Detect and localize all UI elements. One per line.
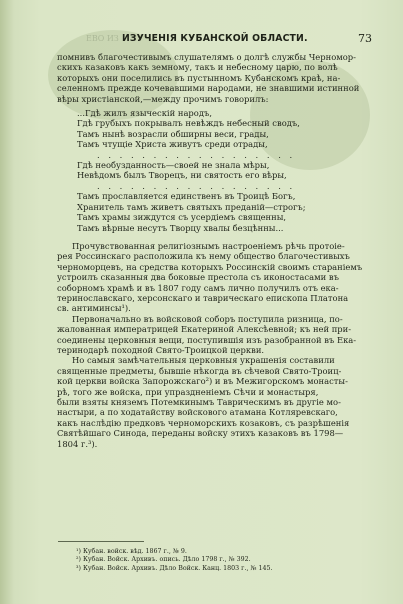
text-line: которыхъ они поселились въ пустынномъ Кубанскомъ краѣ, на-: [57, 72, 341, 83]
verse-line: Гдѣ грубыхъ покрывалъ невѣждъ небесный сводъ,: [77, 118, 300, 129]
footnote: ³) Кубан. Войск. Архивъ. Дѣло Войск. Канц. 1803 г., № 145.: [76, 564, 273, 572]
verse-line: Тамъ вѣрные несутъ Творцу хвалы безцѣнны...: [77, 222, 284, 233]
text-line: были взяты княземъ Потемкинымъ Таврическимъ въ другіе мо-: [57, 397, 341, 407]
text-line: рея Россинскаго расположила къ нему общество благочестивыхъ: [57, 251, 350, 262]
paragraph: [57, 314, 367, 356]
verse-line: Тамъ прославляется единственъ въ Троицѣ Богъ,: [77, 191, 296, 202]
text-line: священные предметы, бывшіе нѣкогда въ сѣчевой Свято-Троиц-: [57, 365, 342, 376]
verse-line: Гдѣ необузданность—своей не знала мѣры,: [77, 160, 270, 171]
main-text: [57, 52, 367, 449]
footnote-divider: [58, 541, 144, 542]
verse-line: Тамъ чтущіе Христа живутъ среди отрады,: [77, 139, 268, 150]
ellipsis-line: . . . . . . . . . . . . . . . . . .: [97, 149, 296, 160]
text-line: какъ наслѣдію предковъ черноморскихъ козаковъ, съ разрѣшенія: [57, 417, 350, 428]
footnotes: [76, 548, 366, 573]
footnote: ²) Кубан. Войск. Архивъ. опись. Дѣло 1798 г., № 392.: [76, 556, 251, 564]
verse-line: Невѣдомъ былъ Творецъ, ни святость его вѣры,: [77, 170, 287, 181]
text-line: Первоначально въ войсковой соборъ поступила ризница, по-: [72, 313, 343, 324]
text-line: кой церкви войска Запорожскаго²) и въ Межигорскомъ монасты-: [57, 376, 348, 387]
text-line: теринодарѣ походной Свято-Троицкой церкви.: [57, 344, 265, 355]
paragraph: [57, 241, 367, 314]
text-line: Но самыя замѣчательныя церковныя украшенія составили: [72, 355, 335, 366]
verse-line: Хранитель тамъ живетъ святыхъ преданій—строгъ;: [77, 201, 306, 212]
text-line: 1804 г.³).: [57, 438, 98, 449]
paragraph: [57, 355, 367, 449]
text-line: Святѣйшаго Синода, переданы войску этихъ казаковъ въ 1798—: [57, 428, 344, 439]
text-line: настыри, а по ходатайству войскового атамана Котляревскаго,: [57, 407, 338, 418]
text-line: Прочувствованная религіознымъ настроеніемъ рѣчь протоіе-: [72, 240, 345, 251]
footnote: ¹) Кубан. войск. вѣд. 1867 г., № 9.: [76, 548, 187, 555]
text-line: теринославскаго, херсонскаго и таврическаго епископа Платона: [57, 292, 349, 303]
page-number: 73: [358, 32, 372, 45]
verse-line: Тамъ нынѣ возрасли обширны веси, грады,: [77, 128, 269, 139]
text-line: селенномъ прежде кочевавшими народами, не знавшими истинной: [57, 83, 360, 94]
text-line: устроилъ сказанныя два боковые престола съ иконостасами въ: [57, 272, 339, 283]
text-line: соборномъ храмѣ и въ 1807 году самъ лично получилъ отъ ека-: [57, 282, 339, 293]
text-line: соединены церковныя вещи, поступившія изъ разобранной въ Ека-: [57, 334, 357, 345]
paragraph: [57, 52, 367, 104]
verse-line: Тамъ храмы зиждутся съ усердіемъ священны,: [77, 212, 287, 223]
verse-block: [57, 108, 367, 233]
text-line: черноморцевъ, на средства которыхъ Россинскій своимъ стараніемъ: [57, 261, 363, 272]
text-line: скихъ казаковъ какъ земному, такъ и небесному царю, по волѣ: [57, 62, 338, 73]
text-line: рѣ, того же войска, при упраздненіемъ Сѣчи и монастыря,: [57, 386, 319, 397]
running-title: ИЗУЧЕНІЯ КУБАНСКОЙ ОБЛАСТИ.: [122, 33, 308, 44]
text-line: помнивъ благочестивымъ слушателямъ о долгѣ службы Черномор-: [57, 52, 356, 62]
ellipsis-line: . . . . . . . . . . . . . . . . . .: [97, 180, 296, 191]
ghost-text: ЕВО ИЗ: [86, 34, 119, 43]
text-line: жалованная императрицей Екатериной Алексѣевной; къ ней при-: [57, 324, 352, 335]
verse-line: ...Гдѣ жилъ языческій народъ,: [77, 108, 212, 119]
text-line: вѣры христіанской,—между прочимъ говорилъ:: [57, 93, 269, 104]
text-line: св. антиминсы¹).: [57, 303, 131, 314]
page-header: [86, 33, 386, 47]
